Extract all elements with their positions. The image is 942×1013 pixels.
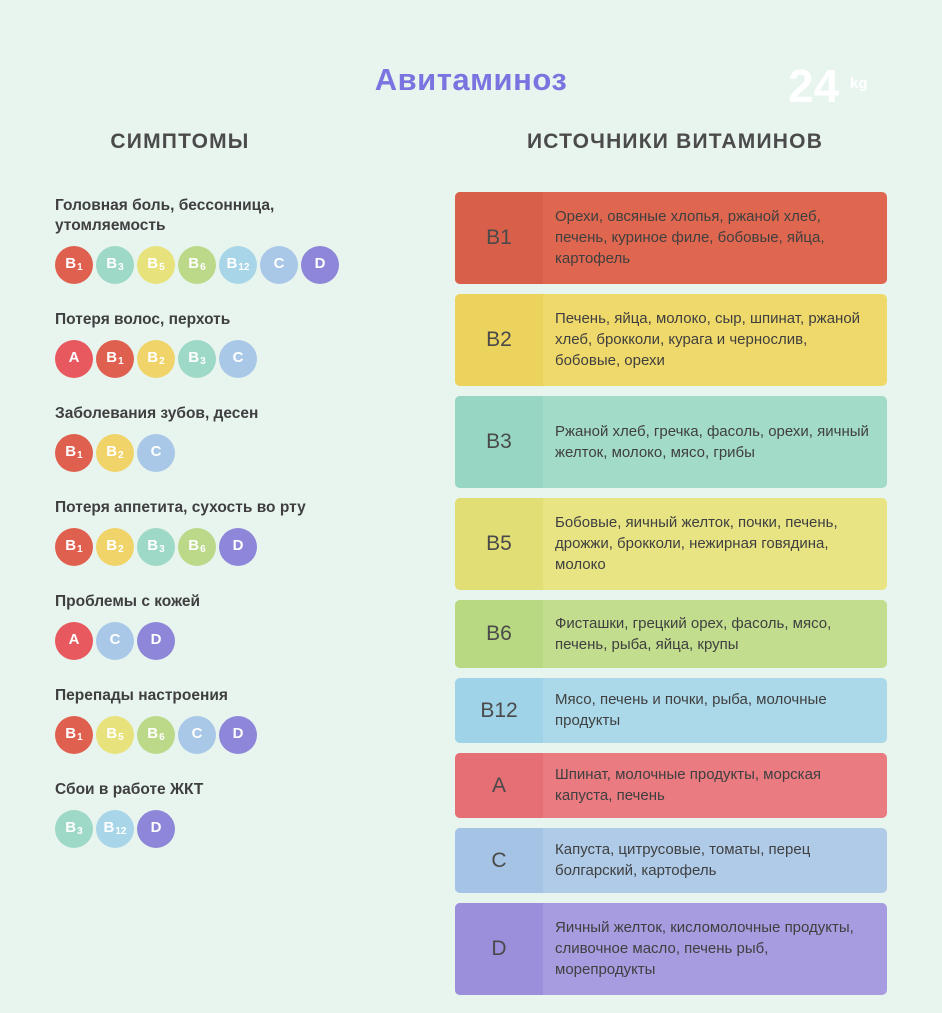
- vitamin-badge-letter: B: [147, 255, 159, 272]
- vitamin-badge: [96, 434, 134, 472]
- vitamin-badge: [137, 716, 175, 754]
- source-food-list: Печень, яйца, молоко, сыр, шпинат, ржаной хлеб, брокколи, курага и чернослив, бобовые, орехи: [555, 310, 861, 369]
- vitamin-badge-letter: B: [65, 255, 77, 272]
- vitamin-badge-row: [55, 340, 415, 378]
- vitamin-badge-letter: D: [314, 255, 326, 272]
- vitamin-badge: [96, 246, 134, 284]
- vitamin-badge-letter: D: [150, 631, 162, 648]
- vitamin-badge: [137, 528, 175, 566]
- vitamin-badge-number: 6: [200, 262, 206, 273]
- source-vitamin-key: D: [455, 903, 543, 995]
- vitamin-badge: [137, 340, 175, 378]
- vitamin-badge: [55, 246, 93, 284]
- vitamin-badge-number: 6: [159, 732, 165, 743]
- symptoms-list: [55, 196, 415, 874]
- vitamin-badge-letter: D: [232, 537, 244, 554]
- source-vitamin-key: C: [455, 828, 543, 893]
- symptom-label: Заболевания зубов, десен: [55, 405, 259, 422]
- vitamin-badge-letter: B: [106, 725, 118, 742]
- vitamin-badge-number: 1: [77, 262, 83, 273]
- source-vitamin-key: B5: [455, 498, 543, 590]
- vitamin-badge: [96, 622, 134, 660]
- vitamin-badge: [178, 528, 216, 566]
- vitamin-badge-letter: B: [106, 255, 118, 272]
- vitamin-badge: [55, 810, 93, 848]
- vitamin-badge-letter: B: [65, 725, 77, 742]
- vitamin-badge: [178, 340, 216, 378]
- vitamin-badge-number: 5: [159, 262, 165, 273]
- vitamin-badge-letter: B: [226, 255, 238, 272]
- vitamin-badge-letter: B: [147, 537, 159, 554]
- vitamin-badge: [55, 340, 93, 378]
- symptom-label: Головная боль, бессонница, утомляемость: [55, 197, 275, 234]
- vitamin-badge-letter: B: [65, 537, 77, 554]
- source-food-list: Яичный желток, кисломолочные продукты, сливочное масло, печень рыб, морепродукты: [555, 919, 854, 978]
- vitamin-badge-row: [55, 716, 415, 754]
- source-food-list: Шпинат, молочные продукты, морская капуста, печень: [555, 766, 822, 804]
- source-food-list: Бобовые, яичный желток, почки, печень, дрожжи, брокколи, нежирная говядина, молоко: [555, 514, 838, 573]
- vitamin-badge: [178, 716, 216, 754]
- vitamin-badge: [96, 528, 134, 566]
- vitamin-badge: [260, 246, 298, 284]
- source-food-list: Мясо, печень и почки, рыба, молочные продукты: [555, 691, 827, 729]
- vitamin-badge-row: [55, 528, 415, 566]
- vitamin-badge-number: 2: [159, 356, 165, 367]
- vitamin-badge-number: 2: [118, 450, 124, 461]
- source-food-list: Фисташки, грецкий орех, фасоль, мясо, печень, рыба, яйца, крупы: [555, 614, 832, 653]
- symptom-label: Перепады настроения: [55, 687, 228, 704]
- source-food-list: Орехи, овсяные хлопья, ржаной хлеб, печень, куриное филе, бобовые, яйца, картофель: [555, 208, 825, 267]
- page-title: Авитаминоз: [374, 62, 568, 97]
- vitamin-badge: [219, 528, 257, 566]
- vitamin-badge-letter: B: [106, 537, 118, 554]
- svg-text:24: 24: [788, 60, 840, 112]
- vitamin-badge: [301, 246, 339, 284]
- vitamin-badge: [137, 434, 175, 472]
- vitamin-badge-number: 1: [118, 356, 124, 367]
- vitamin-badge: [219, 246, 257, 284]
- symptom-item: [55, 404, 415, 472]
- vitamin-badge-letter: D: [150, 819, 162, 836]
- source-vitamin-key: B1: [455, 192, 543, 284]
- symptom-label: Потеря волос, перхоть: [55, 311, 231, 328]
- symptom-item: [55, 592, 415, 660]
- vitamin-badge-row: [55, 622, 415, 660]
- vitamin-badge: [55, 716, 93, 754]
- vitamin-badge-number: 1: [77, 544, 83, 555]
- vitamin-badge-letter: A: [68, 631, 80, 648]
- vitamin-badge-letter: C: [191, 725, 203, 742]
- vitamin-badge: [55, 622, 93, 660]
- vitamin-badge-row: [55, 434, 415, 472]
- source-vitamin-key: B2: [455, 294, 543, 386]
- source-food-list: Капуста, цитрусовые, томаты, перец болгарский, картофель: [555, 841, 811, 879]
- vitamin-badge-letter: B: [188, 349, 200, 366]
- sources-list: [455, 192, 887, 1005]
- source-row: [455, 903, 887, 995]
- vitamin-badge-letter: C: [232, 349, 244, 366]
- vitamin-badge: [55, 528, 93, 566]
- svg-text:kg: kg: [850, 75, 868, 92]
- vitamin-badge-number: 3: [159, 544, 165, 555]
- source-row: [455, 294, 887, 386]
- vitamin-badge-row: [55, 246, 415, 284]
- symptom-item: [55, 686, 415, 754]
- vitamin-badge-number: 3: [200, 356, 206, 367]
- vitamin-badge-letter: B: [188, 537, 200, 554]
- vitamin-badge-number: 1: [77, 732, 83, 743]
- vitamin-badge: [55, 434, 93, 472]
- brand-logo: [788, 60, 884, 112]
- symptom-item: [55, 196, 415, 284]
- symptom-item: [55, 310, 415, 378]
- vitamin-badge-number: 3: [118, 262, 124, 273]
- vitamin-badge: [219, 716, 257, 754]
- sources-heading: ИСТОЧНИКИ ВИТАМИНОВ: [526, 130, 824, 153]
- vitamin-badge-number: 5: [118, 732, 124, 743]
- symptom-label: Потеря аппетита, сухость во рту: [55, 499, 306, 516]
- source-row: [455, 678, 887, 743]
- source-food-list: Ржаной хлеб, гречка, фасоль, орехи, яичный желток, молоко, мясо, грибы: [555, 422, 869, 461]
- source-vitamin-key: B6: [455, 600, 543, 668]
- vitamin-badge: [96, 716, 134, 754]
- vitamin-badge-letter: B: [106, 443, 118, 460]
- source-row: [455, 600, 887, 668]
- symptom-item: [55, 780, 415, 848]
- vitamin-badge-letter: C: [273, 255, 285, 272]
- vitamin-badge-letter: B: [65, 443, 77, 460]
- vitamin-badge-letter: D: [232, 725, 244, 742]
- symptoms-heading: СИМПТОМЫ: [110, 130, 250, 153]
- vitamin-badge-letter: B: [147, 349, 159, 366]
- vitamin-badge-number: 3: [77, 826, 83, 837]
- symptom-label: Сбои в работе ЖКТ: [55, 781, 204, 798]
- vitamin-badge-number: 12: [115, 826, 127, 837]
- vitamin-badge-letter: A: [68, 349, 80, 366]
- vitamin-badge-number: 12: [238, 262, 250, 273]
- source-row: [455, 753, 887, 818]
- vitamin-badge: [178, 246, 216, 284]
- vitamin-badge: [96, 810, 134, 848]
- vitamin-badge-letter: C: [150, 443, 162, 460]
- vitamin-badge: [96, 340, 134, 378]
- vitamin-badge-row: [55, 810, 415, 848]
- vitamin-badge-letter: B: [106, 349, 118, 366]
- vitamin-badge-number: 2: [118, 544, 124, 555]
- vitamin-badge: [137, 246, 175, 284]
- symptom-item: [55, 498, 415, 566]
- source-vitamin-key: B3: [455, 396, 543, 488]
- source-row: [455, 396, 887, 488]
- vitamin-badge-number: 1: [77, 450, 83, 461]
- source-row: [455, 498, 887, 590]
- vitamin-badge-letter: B: [147, 725, 159, 742]
- vitamin-badge-letter: B: [103, 819, 115, 836]
- vitamin-badge: [137, 810, 175, 848]
- vitamin-badge-number: 6: [200, 544, 206, 555]
- vitamin-badge: [137, 622, 175, 660]
- vitamin-badge: [219, 340, 257, 378]
- source-row: [455, 828, 887, 893]
- source-vitamin-key: B12: [455, 678, 543, 743]
- vitamin-badge-letter: B: [65, 819, 77, 836]
- symptom-label: Проблемы с кожей: [55, 593, 201, 610]
- source-vitamin-key: A: [455, 753, 543, 818]
- vitamin-badge-letter: B: [188, 255, 200, 272]
- source-row: [455, 192, 887, 284]
- vitamin-badge-letter: C: [109, 631, 121, 648]
